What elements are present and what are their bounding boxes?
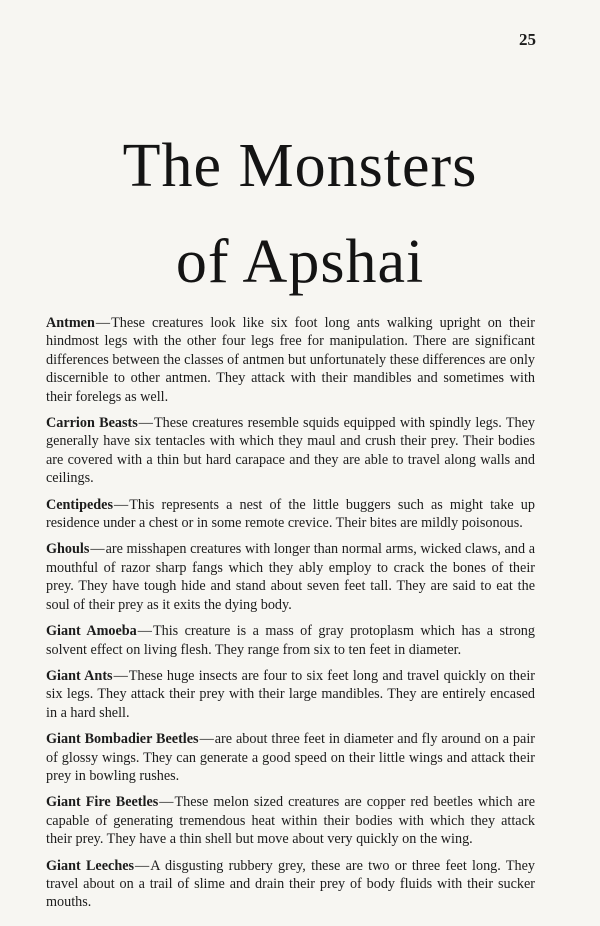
page-title-line-2: of Apshai: [175, 228, 425, 296]
entry-text: This creature is a mass of gray protoplasm which has a strong solvent effect on living flesh. They range from six to ten feet in diameter.: [46, 623, 535, 658]
entry-term: Giant Fire Beetles: [46, 794, 159, 811]
entry-text: are about three feet in diameter and fly around on a pair of glossy wings. They can generate a good speed on their little wings and attack their prey in bowling rushes.: [46, 731, 535, 784]
entry-text: A disgusting rubbery grey, these are two or three feet long. They travel about on a trail of slime and drain their prey of body fluids with their sucker mouths.: [46, 857, 536, 911]
monster-entries: [46, 314, 535, 920]
entry-giant-bombadier-beetles: Giant Bombadier Beetles—are about three feet in diameter and fly around on a pair of glossy wings. They can generate a good speed on their little wings and attack their prey in bowling rushes.: [46, 731, 535, 784]
entry-term: Giant Ants: [46, 667, 113, 684]
entry-term: Ghouls: [46, 541, 90, 558]
entry-text: These melon sized creatures are copper red beetles which are capable of generating tremendous heat within their bodies with which they attack their prey. They have a thin shell but move about very quickly on the wing.: [46, 794, 535, 848]
entry-text: These creatures resemble squids equipped with spindly legs. They generally have six tentacles with which they maul and crush their prey. Their bodies are covered with a thin but hard carapace and they are able to travel along walls and ceilings.: [46, 415, 535, 487]
entry-term: Carrion Beasts: [46, 415, 138, 432]
entry-text: are misshapen creatures with longer than normal arms, wicked claws, and a mouthful of razor sharp fangs which they ably employ to crack the bones of their prey. They have tough hide and stand about seven feet tall. They are said to eat the soul of their prey as it exits the dying body.: [46, 541, 535, 613]
page-title-line-1: The Monsters: [122, 132, 478, 200]
entry-term: Centipedes: [46, 496, 113, 513]
entry-antmen: Antmen—These creatures look like six foot long ants walking upright on their hindmost legs with the other four legs free for manipulation. There are significant differences between the classes of antmen but unfortunately these differences are only discernible to other antmen. They attack with their mandibles and sometimes with their forelegs as well.: [46, 315, 535, 405]
entry-term: Giant Leeches: [46, 857, 135, 874]
entry-carrion-beasts: Carrion Beasts—These creatures resemble squids equipped with spindly legs. They generally have six tentacles with which they maul and crush their prey. Their bodies are covered with a thin but hard carapace and they are able to travel along walls and ceilings.: [46, 415, 535, 487]
entry-ghouls: Ghouls—are misshapen creatures with longer than normal arms, wicked claws, and a mouthful of razor sharp fangs which they ably employ to crack the bones of their prey. They have tough hide and stand about seven feet tall. They are said to eat the soul of their prey as it exits the dying body.: [46, 541, 535, 613]
entry-text: These creatures look like six foot long ants walking upright on their hindmost legs with the other four legs free for manipulation. There are significant differences between the classes of antmen but unfortunately these differences are only discernible to other antmen. They attack with their mandibles and sometimes with their forelegs as well.: [46, 315, 535, 405]
entry-giant-leeches: Giant Leeches—A disgusting rubbery grey, these are two or three feet long. They travel about on a trail of slime and drain their prey of body fluids with their sucker mouths.: [46, 857, 536, 911]
entry-giant-ants: Giant Ants—These huge insects are four to six feet long and travel quickly on their six legs. They attack their prey with their large mandibles. They are entirely encased in a hard shell.: [46, 667, 535, 721]
entry-term: Antmen: [46, 315, 95, 331]
page-title: [0, 118, 600, 310]
entry-term: Giant Amoeba: [46, 623, 137, 640]
page-number: 25: [519, 30, 536, 49]
entry-term: Giant Bombadier Beetles: [46, 731, 199, 748]
entry-giant-amoeba: Giant Amoeba—This creature is a mass of gray protoplasm which has a strong solvent effect on living flesh. They range from six to ten feet in diameter.: [46, 623, 535, 658]
entry-centipedes: Centipedes—This represents a nest of the little buggers such as might take up residence under a chest or in some remote crevice. Their bites are mildly poisonous.: [46, 496, 535, 532]
entry-text: These huge insects are four to six feet long and travel quickly on their six legs. They attack their prey with their large mandibles. They are entirely encased in a hard shell.: [46, 667, 535, 721]
entry-giant-fire-beetles: Giant Fire Beetles—These melon sized creatures are copper red beetles which are capable of generating tremendous heat within their bodies with which they attack their prey. They have a thin shell but move about very quickly on the wing.: [46, 794, 535, 848]
entry-text: This represents a nest of the little buggers such as might take up residence under a chest or in some remote crevice. Their bites are mildly poisonous.: [46, 496, 535, 532]
